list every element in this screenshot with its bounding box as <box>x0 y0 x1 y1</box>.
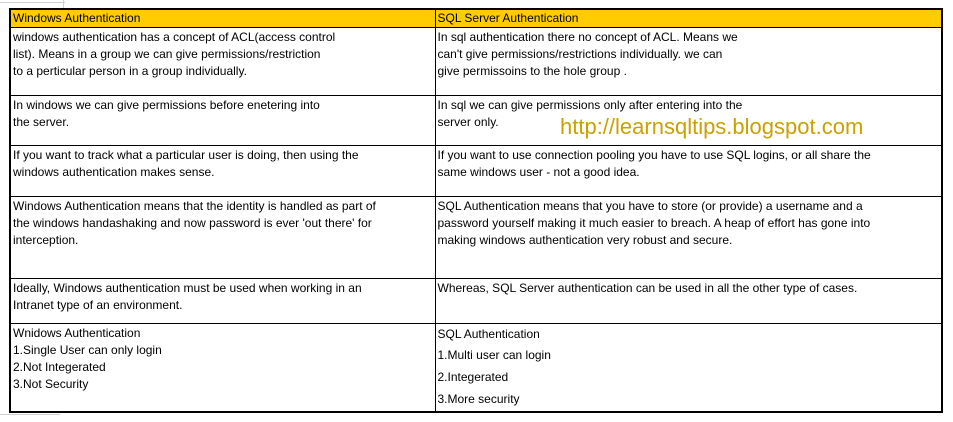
summary-sql <box>435 324 942 413</box>
summary-item: 1.Multi user can login <box>437 348 551 362</box>
cell: If you want to track what a particular user is doing, then using the windows authentication makes sense. <box>10 146 435 197</box>
summary-item: 3.Not Security <box>13 377 89 391</box>
comparison-table <box>9 8 943 413</box>
table-row <box>10 28 942 96</box>
cell: In sql authentication there no concept of ACL. Means we can't give permissions/restrictions individually. we can give permissoins to the hole group . <box>435 28 942 96</box>
cell: Windows Authentication means that the identity is handled as part of the windows handashaking and now password is ever 'out there' for interception. <box>10 197 435 279</box>
cell: Ideally, Windows authentication must be used when working in an Intranet type of an environment. <box>10 279 435 324</box>
summary-title: Wnidows Authentication <box>13 326 141 340</box>
sheet-gridline <box>0 2 65 3</box>
summary-item: 2.Not Integerated <box>13 360 106 374</box>
sheet-gridline <box>0 414 60 415</box>
table-row <box>10 279 942 324</box>
cell: Whereas, SQL Server authentication can be used in all the other type of cases. <box>435 279 942 324</box>
header-windows: Windows Authentication <box>10 9 435 28</box>
summary-row <box>10 324 942 413</box>
watermark-url: http://learnsqltips.blogspot.com <box>560 114 864 139</box>
header-row <box>10 9 942 28</box>
cell: If you want to use connection pooling you have to use SQL logins, or all share the same windows user - not a good idea. <box>435 146 942 197</box>
summary-item: 1.Single User can only login <box>13 343 162 357</box>
summary-title: SQL Authentication <box>437 327 540 341</box>
summary-windows <box>10 324 435 413</box>
header-sql: SQL Server Authentication <box>435 9 942 28</box>
table-row <box>10 146 942 197</box>
cell: SQL Authentication means that you have to store (or provide) a username and a password yourself making it much easier to breach. A heap of effort has gone into making windows authentication very robust and secure. <box>435 197 942 279</box>
summary-item: 2.Integerated <box>437 370 509 384</box>
summary-item: 3.More security <box>437 392 520 406</box>
sheet-gridline <box>63 0 64 8</box>
cell: windows authentication has a concept of ACL(access control list). Means in a group we can give permissions/restriction to a perticular person in a group individually. <box>10 28 435 96</box>
cell: In sql we can give permissions only after entering into the server only. <box>435 96 942 146</box>
cell: In windows we can give permissions before enetering into the server. <box>10 96 435 146</box>
table-row <box>10 197 942 279</box>
